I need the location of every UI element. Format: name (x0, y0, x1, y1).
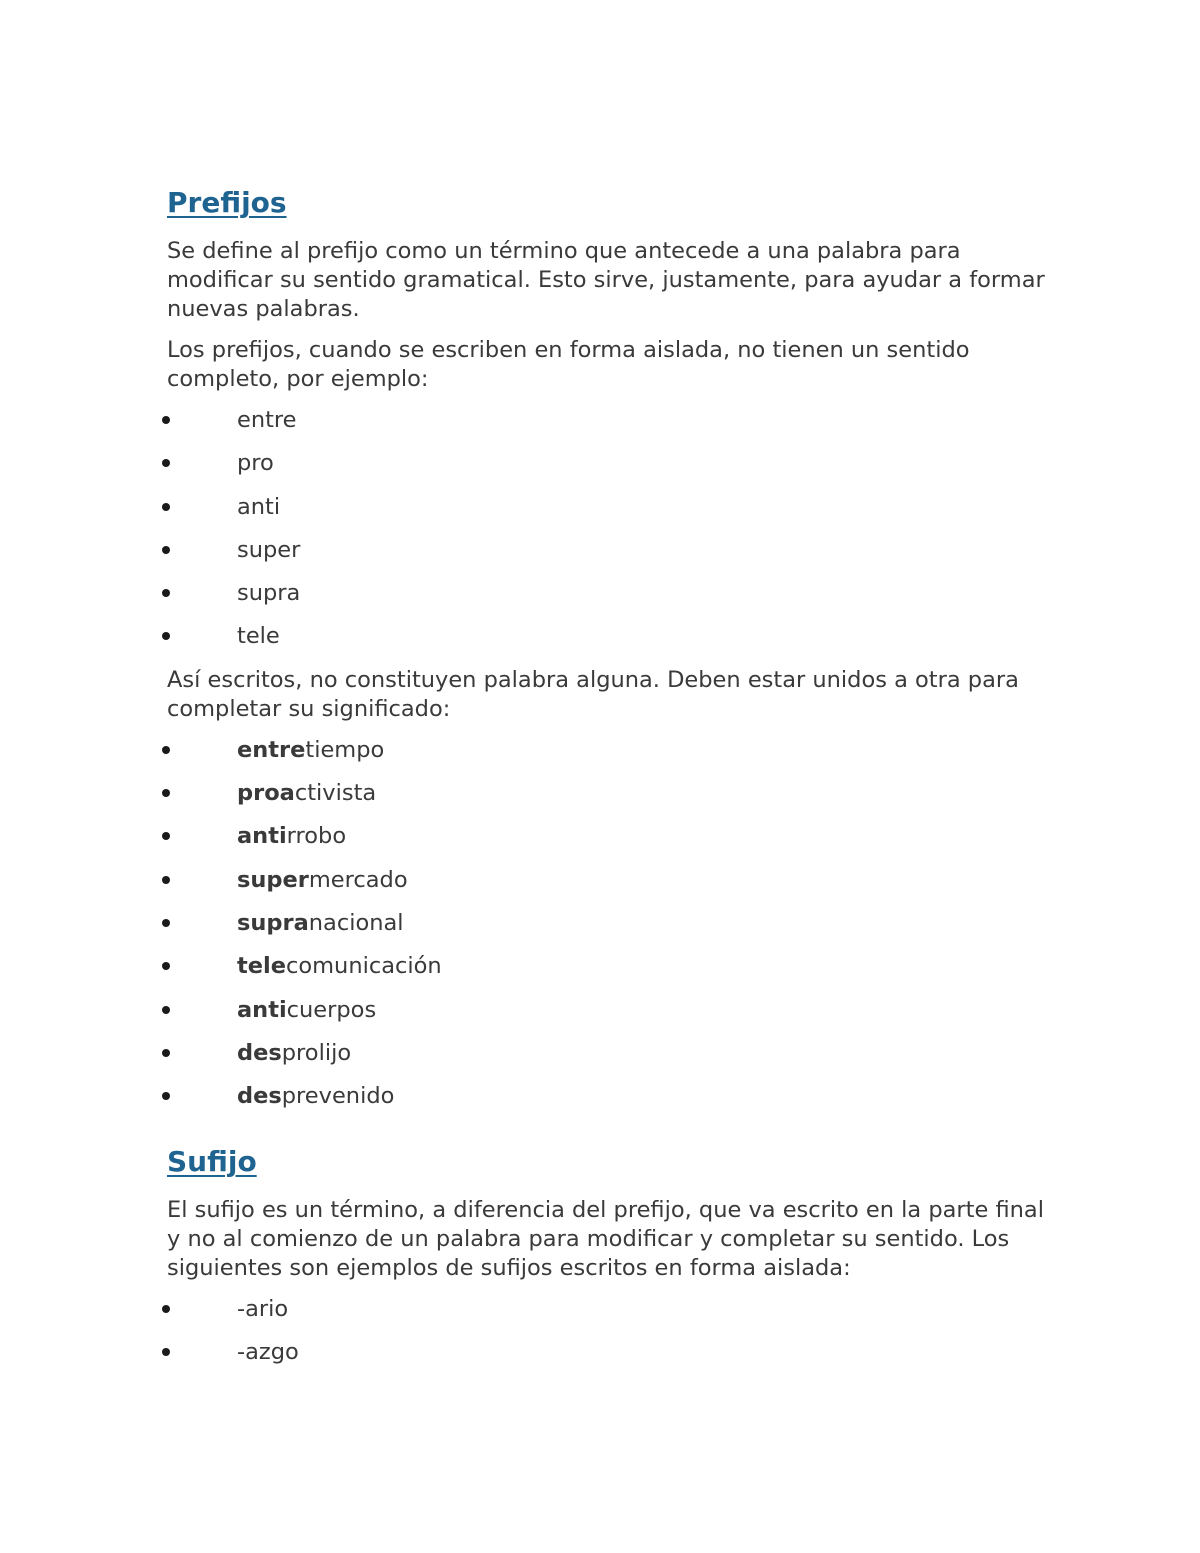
list-sufijos (167, 1295, 1047, 1367)
prefix-part: super (237, 866, 309, 893)
word-rest: ctivista (294, 780, 377, 807)
document-content (167, 185, 1047, 1382)
list-item (167, 952, 1047, 981)
paragraph-prefijo-definition: Se define al prefijo como un término que antecede a una palabra para modificar su sentido gramatical. Esto sirve, justamente, para ayudar a formar nuevas palabras. (167, 238, 1045, 322)
list-item (167, 909, 1047, 938)
list-item: tele (167, 622, 1047, 651)
bullet-icon (162, 1006, 170, 1014)
bullet-icon (162, 746, 170, 754)
list-item (167, 779, 1047, 808)
bullet-icon (162, 459, 170, 467)
list-prefijos (167, 406, 1047, 651)
word-rest: rrobo (286, 823, 347, 850)
bullet-icon (162, 546, 170, 554)
bullet-icon (162, 1305, 170, 1313)
paragraph-sufijo-definition: El sufijo es un término, a diferencia del prefijo, que va escrito en la parte final y no al comienzo de un palabra para modificar y completar su sentido. Los siguientes son ejemplos de sufijos escritos en forma aislada: (167, 1197, 1044, 1282)
bullet-icon (162, 632, 170, 640)
bullet-icon (162, 919, 170, 927)
section-sufijo (167, 1144, 1047, 1367)
list-item: pro (167, 449, 1047, 478)
list-item: supra (167, 579, 1047, 608)
bullet-icon (162, 1348, 170, 1356)
paragraph-prefijos-aislados: Los prefijos, cuando se escriben en forma aislada, no tienen un sentido completo, por ejemplo: (167, 337, 970, 392)
list-item: entre (167, 406, 1047, 435)
bullet-icon (162, 503, 170, 511)
prefix-part: proa (237, 780, 295, 807)
word-rest: cuerpos (286, 996, 377, 1023)
word-rest: mercado (308, 866, 408, 893)
word-rest: prevenido (281, 1083, 395, 1110)
bullet-icon (162, 416, 170, 424)
list-item: super (167, 536, 1047, 565)
bullet-icon (162, 789, 170, 797)
list-item: -azgo (167, 1338, 1047, 1367)
prefix-part: tele (237, 953, 286, 980)
list-item (167, 866, 1047, 895)
list-item (167, 736, 1047, 765)
heading-prefijos: Prefijos (167, 186, 287, 219)
list-palabras-con-prefijo (167, 736, 1047, 1111)
word-rest: nacional (308, 909, 404, 936)
heading-sufijo: Sufijo (167, 1145, 257, 1179)
bullet-icon (162, 832, 170, 840)
bullet-icon (162, 1092, 170, 1100)
list-item (167, 1082, 1047, 1111)
paragraph-prefijos-unidos: Así escritos, no constituyen palabra alguna. Deben estar unidos a otra para completar su significado: (167, 666, 1019, 722)
word-rest: comunicación (286, 953, 442, 980)
prefix-part: entre (237, 736, 306, 763)
list-item: -ario (167, 1295, 1047, 1324)
list-item (167, 1039, 1047, 1068)
prefix-part: des (237, 1083, 282, 1110)
word-rest: tiempo (305, 736, 385, 763)
bullet-icon (162, 1049, 170, 1057)
prefix-part: supra (237, 909, 309, 936)
prefix-part: des (237, 1039, 282, 1066)
bullet-icon (162, 876, 170, 884)
bullet-icon (162, 589, 170, 597)
list-item (167, 822, 1047, 851)
prefix-part: anti (237, 823, 287, 850)
list-item (167, 996, 1047, 1025)
list-item: anti (167, 493, 1047, 522)
word-rest: prolijo (281, 1039, 352, 1066)
prefix-part: anti (237, 996, 287, 1023)
bullet-icon (162, 962, 170, 970)
